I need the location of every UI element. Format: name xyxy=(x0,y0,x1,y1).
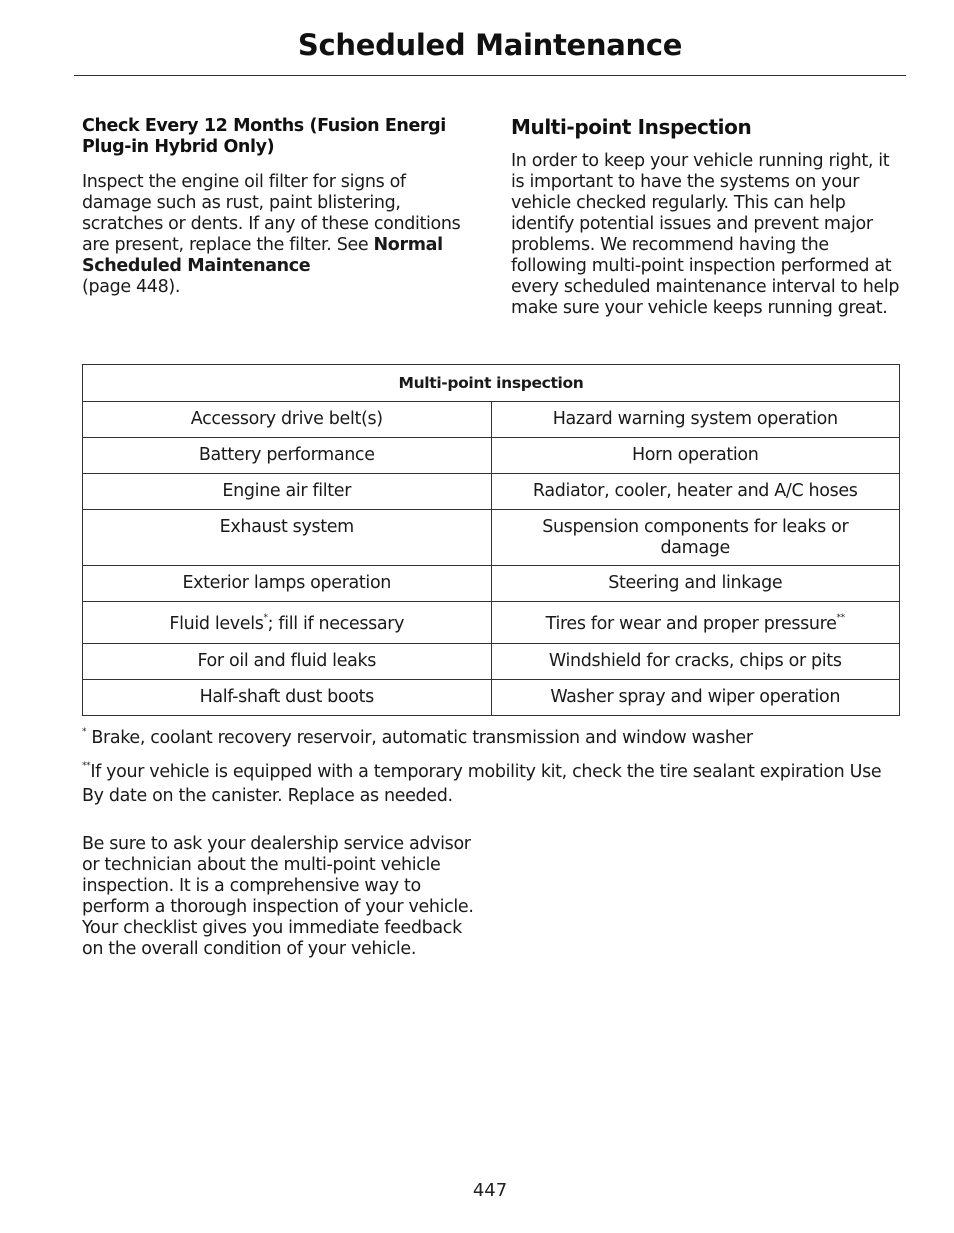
page-reference: (page 448). xyxy=(82,277,181,297)
page-number: 447 xyxy=(472,1180,508,1201)
oil-filter-paragraph xyxy=(82,172,477,298)
table-cell-right xyxy=(491,644,900,680)
footnote-text: If your vehicle is equipped with a temporary mobility kit, check the tire sealant expiration Use By date on the canister. Replace as needed. xyxy=(82,762,882,806)
footnote-marker: * xyxy=(82,727,87,737)
table-cell-left xyxy=(83,438,492,474)
table-cell-left xyxy=(83,602,492,644)
cell-text: Radiator, cooler, heater and A/C hoses xyxy=(532,481,858,501)
cell-text: Windshield for cracks, chips or pits xyxy=(548,651,842,671)
multi-point-inspection-paragraph: In order to keep your vehicle running right, it is important to have the systems on your vehicle checked regularly. This can help identify potential issues and prevent major problems. We recommend having the following multi-point inspection performed at every scheduled maintenance interval to help make sure your vehicle keeps running great. xyxy=(511,151,900,318)
table-cell-left xyxy=(83,644,492,680)
table-cell-left xyxy=(83,402,492,438)
cell-text: Battery performance xyxy=(198,445,375,465)
cell-text: Fluid levels xyxy=(169,614,264,634)
table-row xyxy=(83,474,900,510)
table-cell-right xyxy=(491,438,900,474)
cell-text: Hazard warning system operation xyxy=(552,409,838,429)
table-header-row xyxy=(83,365,900,402)
check-12-months-heading: Check Every 12 Months (Fusion Energi Plug-in Hybrid Only) xyxy=(82,116,446,157)
table-cell-left xyxy=(83,566,492,602)
table-title: Multi-point inspection xyxy=(83,365,900,402)
cell-text: Exterior lamps operation xyxy=(182,573,392,593)
footnote-single-asterisk xyxy=(82,726,904,750)
table-row xyxy=(83,402,900,438)
closing-section xyxy=(82,834,477,960)
inspection-table-container xyxy=(82,364,900,716)
normal-scheduled-maintenance-link[interactable]: Normal Scheduled Maintenance xyxy=(82,235,443,276)
cell-text: Washer spray and wiper operation xyxy=(550,687,841,707)
cell-text: Horn operation xyxy=(631,445,759,465)
table-cell-right xyxy=(491,680,900,716)
closing-paragraph: Be sure to ask your dealership service advisor or technician about the multi-point vehicle inspection. It is a comprehensive way to perform a thorough inspection of your vehicle. Your checklist gives you immediate feedback on the overall condition of your vehicle. xyxy=(82,834,474,959)
right-column xyxy=(511,114,906,319)
table-cell-left xyxy=(83,474,492,510)
table-row xyxy=(83,680,900,716)
cell-text: Accessory drive belt(s) xyxy=(190,409,383,429)
multi-point-inspection-heading: Multi-point Inspection xyxy=(511,115,752,139)
cell-text: For oil and fluid leaks xyxy=(197,651,377,671)
cell-text: Steering and linkage xyxy=(608,573,783,593)
table-cell-right xyxy=(491,474,900,510)
table-cell-left xyxy=(83,510,492,566)
table-row xyxy=(83,602,900,644)
table-row xyxy=(83,566,900,602)
table-cell-left xyxy=(83,680,492,716)
page-title: Scheduled Maintenance xyxy=(297,28,683,62)
cell-text: Exhaust system xyxy=(219,517,354,537)
table-cell-right xyxy=(491,566,900,602)
cell-text: Engine air filter xyxy=(222,481,352,501)
inspection-table xyxy=(82,364,900,716)
table-row xyxy=(83,644,900,680)
table-cell-right xyxy=(491,402,900,438)
cell-text: Half-shaft dust boots xyxy=(199,687,374,707)
cell-text-suffix: ; fill if necessary xyxy=(267,614,405,634)
left-column xyxy=(82,116,477,298)
table-cell-right xyxy=(491,602,900,644)
table-footnotes xyxy=(82,726,904,818)
cell-text: Suspension components for leaks or damage xyxy=(542,517,849,558)
footnote-marker: ** xyxy=(836,613,845,623)
cell-text: Tires for wear and proper pressure xyxy=(545,614,837,634)
footnote-marker: ** xyxy=(82,761,91,771)
table-cell-right xyxy=(491,510,900,566)
footnote-text: Brake, coolant recovery reservoir, automatic transmission and window washer xyxy=(86,728,753,748)
footnote-double-asterisk xyxy=(82,760,904,808)
oil-filter-text: Inspect the engine oil filter for signs of damage such as rust, paint blistering, scratches or dents. If any of these conditions are present, replace the filter. See xyxy=(82,172,461,255)
title-divider xyxy=(74,75,906,76)
table-row xyxy=(83,510,900,566)
table-row xyxy=(83,438,900,474)
footnote-marker: * xyxy=(263,613,268,623)
